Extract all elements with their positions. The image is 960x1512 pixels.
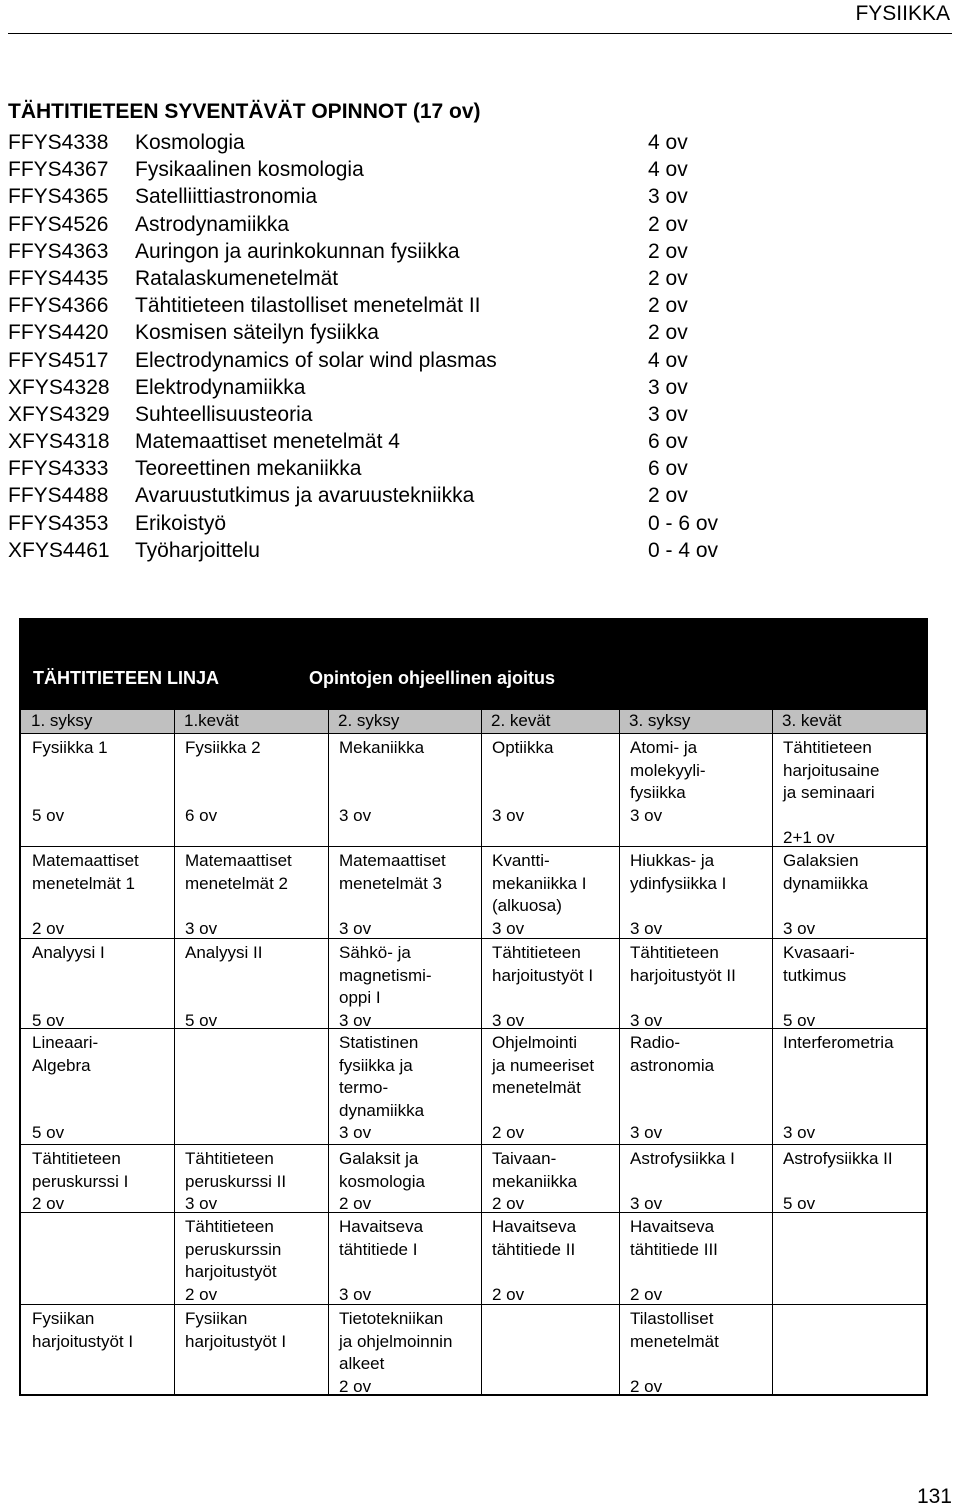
semester-label: 2. syksy [338,711,400,730]
course-name: Ratalaskumenetelmät [135,266,339,290]
course-name: Astrodynamiikka [135,212,290,236]
course-code: XFYS4318 [8,430,110,454]
course-name: Elektrodynamiikka [135,375,306,399]
course-cell: Sähkö- ja magnetismi- oppi I 3 ov [339,943,432,1030]
course-cell: Fysiikka 1 5 ov [32,738,108,825]
course-name: Kosmisen säteilyn fysiikka [135,321,379,345]
course-row [8,482,768,509]
course-credits: 2 ov [648,484,688,508]
table-title: TÄHTITIETEEN LINJA [33,668,220,688]
course-credits: 2 ov [648,321,688,345]
course-code: FFYS4353 [8,511,109,535]
study-plan-table [19,618,928,1396]
course-name: Avaruustutkimus ja avaruustekniikka [135,484,475,508]
section-header: FYSIIKKA [855,2,950,25]
course-row [8,183,768,210]
course-code: FFYS4488 [8,484,109,508]
course-code: FFYS4435 [8,266,109,290]
course-cell: Interferometria 3 ov [783,1033,894,1142]
course-name: Työharjoittelu [135,538,260,562]
course-credits: 0 - 6 ov [648,511,719,535]
course-code: FFYS4526 [8,212,109,236]
row-divider [328,846,481,847]
row-divider [21,1304,174,1305]
course-code: XFYS4329 [8,402,110,426]
course-name: Auringon ja aurinkokunnan fysiikka [135,239,460,263]
course-cell: Matemaattiset menetelmät 3 3 ov [339,851,446,938]
course-cell: Taivaan- mekaniikka 2 ov [492,1149,578,1213]
course-code: XFYS4461 [8,538,110,562]
column-divider [174,710,175,1394]
course-credits: 4 ov [648,158,688,182]
row-divider [21,846,174,847]
course-name: Matemaattiset menetelmät 4 [135,430,400,454]
course-code: FFYS4338 [8,131,109,154]
course-cell: Lineaari- Algebra 5 ov [32,1033,99,1142]
course-cell: Fysiikka 2 6 ov [185,738,261,825]
semester-label: 3. kevät [782,711,842,730]
course-cell: Tähtitieteen peruskurssi I 2 ov [32,1149,129,1213]
course-name: Suhteellisuusteoria [135,402,313,426]
course-cell: Astrofysiikka II 5 ov [783,1149,893,1213]
course-cell: Analyysi I 5 ov [32,943,105,1030]
course-row [8,156,768,183]
course-code: FFYS4363 [8,239,109,263]
semester-label: 3. syksy [629,711,691,730]
course-row [8,238,768,265]
semester-label: 1.kevät [184,711,239,730]
course-row [8,347,768,374]
column-divider [328,710,329,1394]
course-name: Tähtitieteen tilastolliset menetelmät II [135,294,481,318]
course-code: FFYS4517 [8,348,109,372]
course-cell: Matemaattiset menetelmät 1 2 ov [32,851,139,938]
course-cell: Fysiikan harjoitustyöt I [185,1309,287,1351]
row-divider [481,846,619,847]
course-cell: Galaksien dynamiikka 3 ov [783,851,869,938]
row-divider [772,1304,926,1305]
course-credits: 3 ov [648,402,688,426]
course-row [8,510,768,537]
course-code: FFYS4420 [8,321,109,345]
course-cell: Atomi- ja molekyyli- fysiikka 3 ov [630,738,706,825]
course-code: XFYS4328 [8,375,110,399]
course-credits: 2 ov [648,212,688,236]
table-subtitle: Opintojen ohjeellinen ajoitus [309,668,556,688]
semester-header-row [21,710,926,734]
course-row [8,455,768,482]
course-cell: Radio- astronomia 3 ov [630,1033,715,1142]
course-credits: 4 ov [648,348,688,372]
course-row [8,129,768,156]
course-row [8,401,768,428]
row-divider [174,1144,328,1145]
column-divider [619,710,620,1394]
course-cell: Kvasaari- tutkimus 5 ov [783,943,855,1030]
course-cell: Galaksit ja kosmologia 2 ov [339,1149,425,1213]
semester-label: 1. syksy [31,711,93,730]
row-divider [619,846,772,847]
course-cell: Optiikka 3 ov [492,738,554,825]
course-row [8,211,768,238]
course-cell: Tietotekniikan ja ohjelmoinnin alkeet 2 ov [339,1309,453,1396]
course-name: Electrodynamics of solar wind plasmas [135,348,497,372]
course-row [8,374,768,401]
course-cell: Tähtitieteen harjoitustyöt II 3 ov [630,943,736,1030]
course-name: Erikoistyö [135,511,227,535]
course-cell: Tähtitieteen peruskurssi II 3 ov [185,1149,287,1213]
row-divider [174,846,328,847]
page-number: 131 [916,1485,952,1508]
course-row [8,319,768,346]
course-cell: Ohjelmointi ja numeeriset menetelmät 2 ov [492,1033,595,1142]
course-cell: Analyysi II 5 ov [185,943,263,1030]
course-credits: 6 ov [648,457,688,481]
course-cell: Havaitseva tähtitiede I 3 ov [339,1217,424,1304]
course-cell: Havaitseva tähtitiede II 2 ov [492,1217,577,1304]
course-cell: Fysiikan harjoitustyöt I [32,1309,134,1351]
course-code: FFYS4367 [8,158,109,182]
course-cell: Havaitseva tähtitiede III 2 ov [630,1217,718,1304]
course-cell: Tilastolliset menetelmät 2 ov [630,1309,719,1396]
course-cell: Statistinen fysiikka ja termo- dynamiikka 3 ov [339,1033,425,1142]
course-cell: Astrofysiikka I 3 ov [630,1149,735,1213]
course-row [8,265,768,292]
course-name: Kosmologia [135,131,245,154]
course-credits: 2 ov [648,266,688,290]
course-name: Teoreettinen mekaniikka [135,457,362,481]
semester-label: 2. kevät [491,711,551,730]
course-cell: Tähtitieteen harjoitustyöt I 3 ov [492,943,594,1030]
course-credits: 2 ov [648,294,688,318]
course-credits: 4 ov [648,131,688,154]
course-row [8,428,768,455]
course-cell: Mekaniikka 3 ov [339,738,425,825]
course-cell: Hiukkas- ja ydinfysiikka I 3 ov [630,851,727,938]
course-name: Satelliittiastronomia [135,185,318,209]
course-credits: 6 ov [648,430,688,454]
course-name: Fysikaalinen kosmologia [135,158,364,182]
course-cell: Tähtitieteen peruskurssin harjoitustyöt 2 ov [185,1217,282,1304]
course-cell: Matemaattiset menetelmät 2 3 ov [185,851,292,938]
course-row [8,537,768,564]
column-divider [772,710,773,1394]
column-divider [481,710,482,1394]
course-cell: Kvantti- mekaniikka I (alkuosa) 3 ov [492,851,587,938]
course-credits: 0 - 4 ov [648,538,719,562]
course-cell: Tähtitieteen harjoitusaine ja seminaari 2+1 ov [783,738,880,847]
course-credits: 2 ov [648,239,688,263]
course-row [8,292,768,319]
course-code: FFYS4365 [8,185,109,209]
course-credits: 3 ov [648,375,688,399]
course-list [8,129,768,564]
course-code: FFYS4333 [8,457,109,481]
course-credits: 3 ov [648,185,688,209]
course-code: FFYS4366 [8,294,109,318]
table-header-band [21,620,926,710]
header-rule [8,33,952,34]
section-title: TÄHTITIETEEN SYVENTÄVÄT OPINNOT (17 ov) [8,100,481,123]
